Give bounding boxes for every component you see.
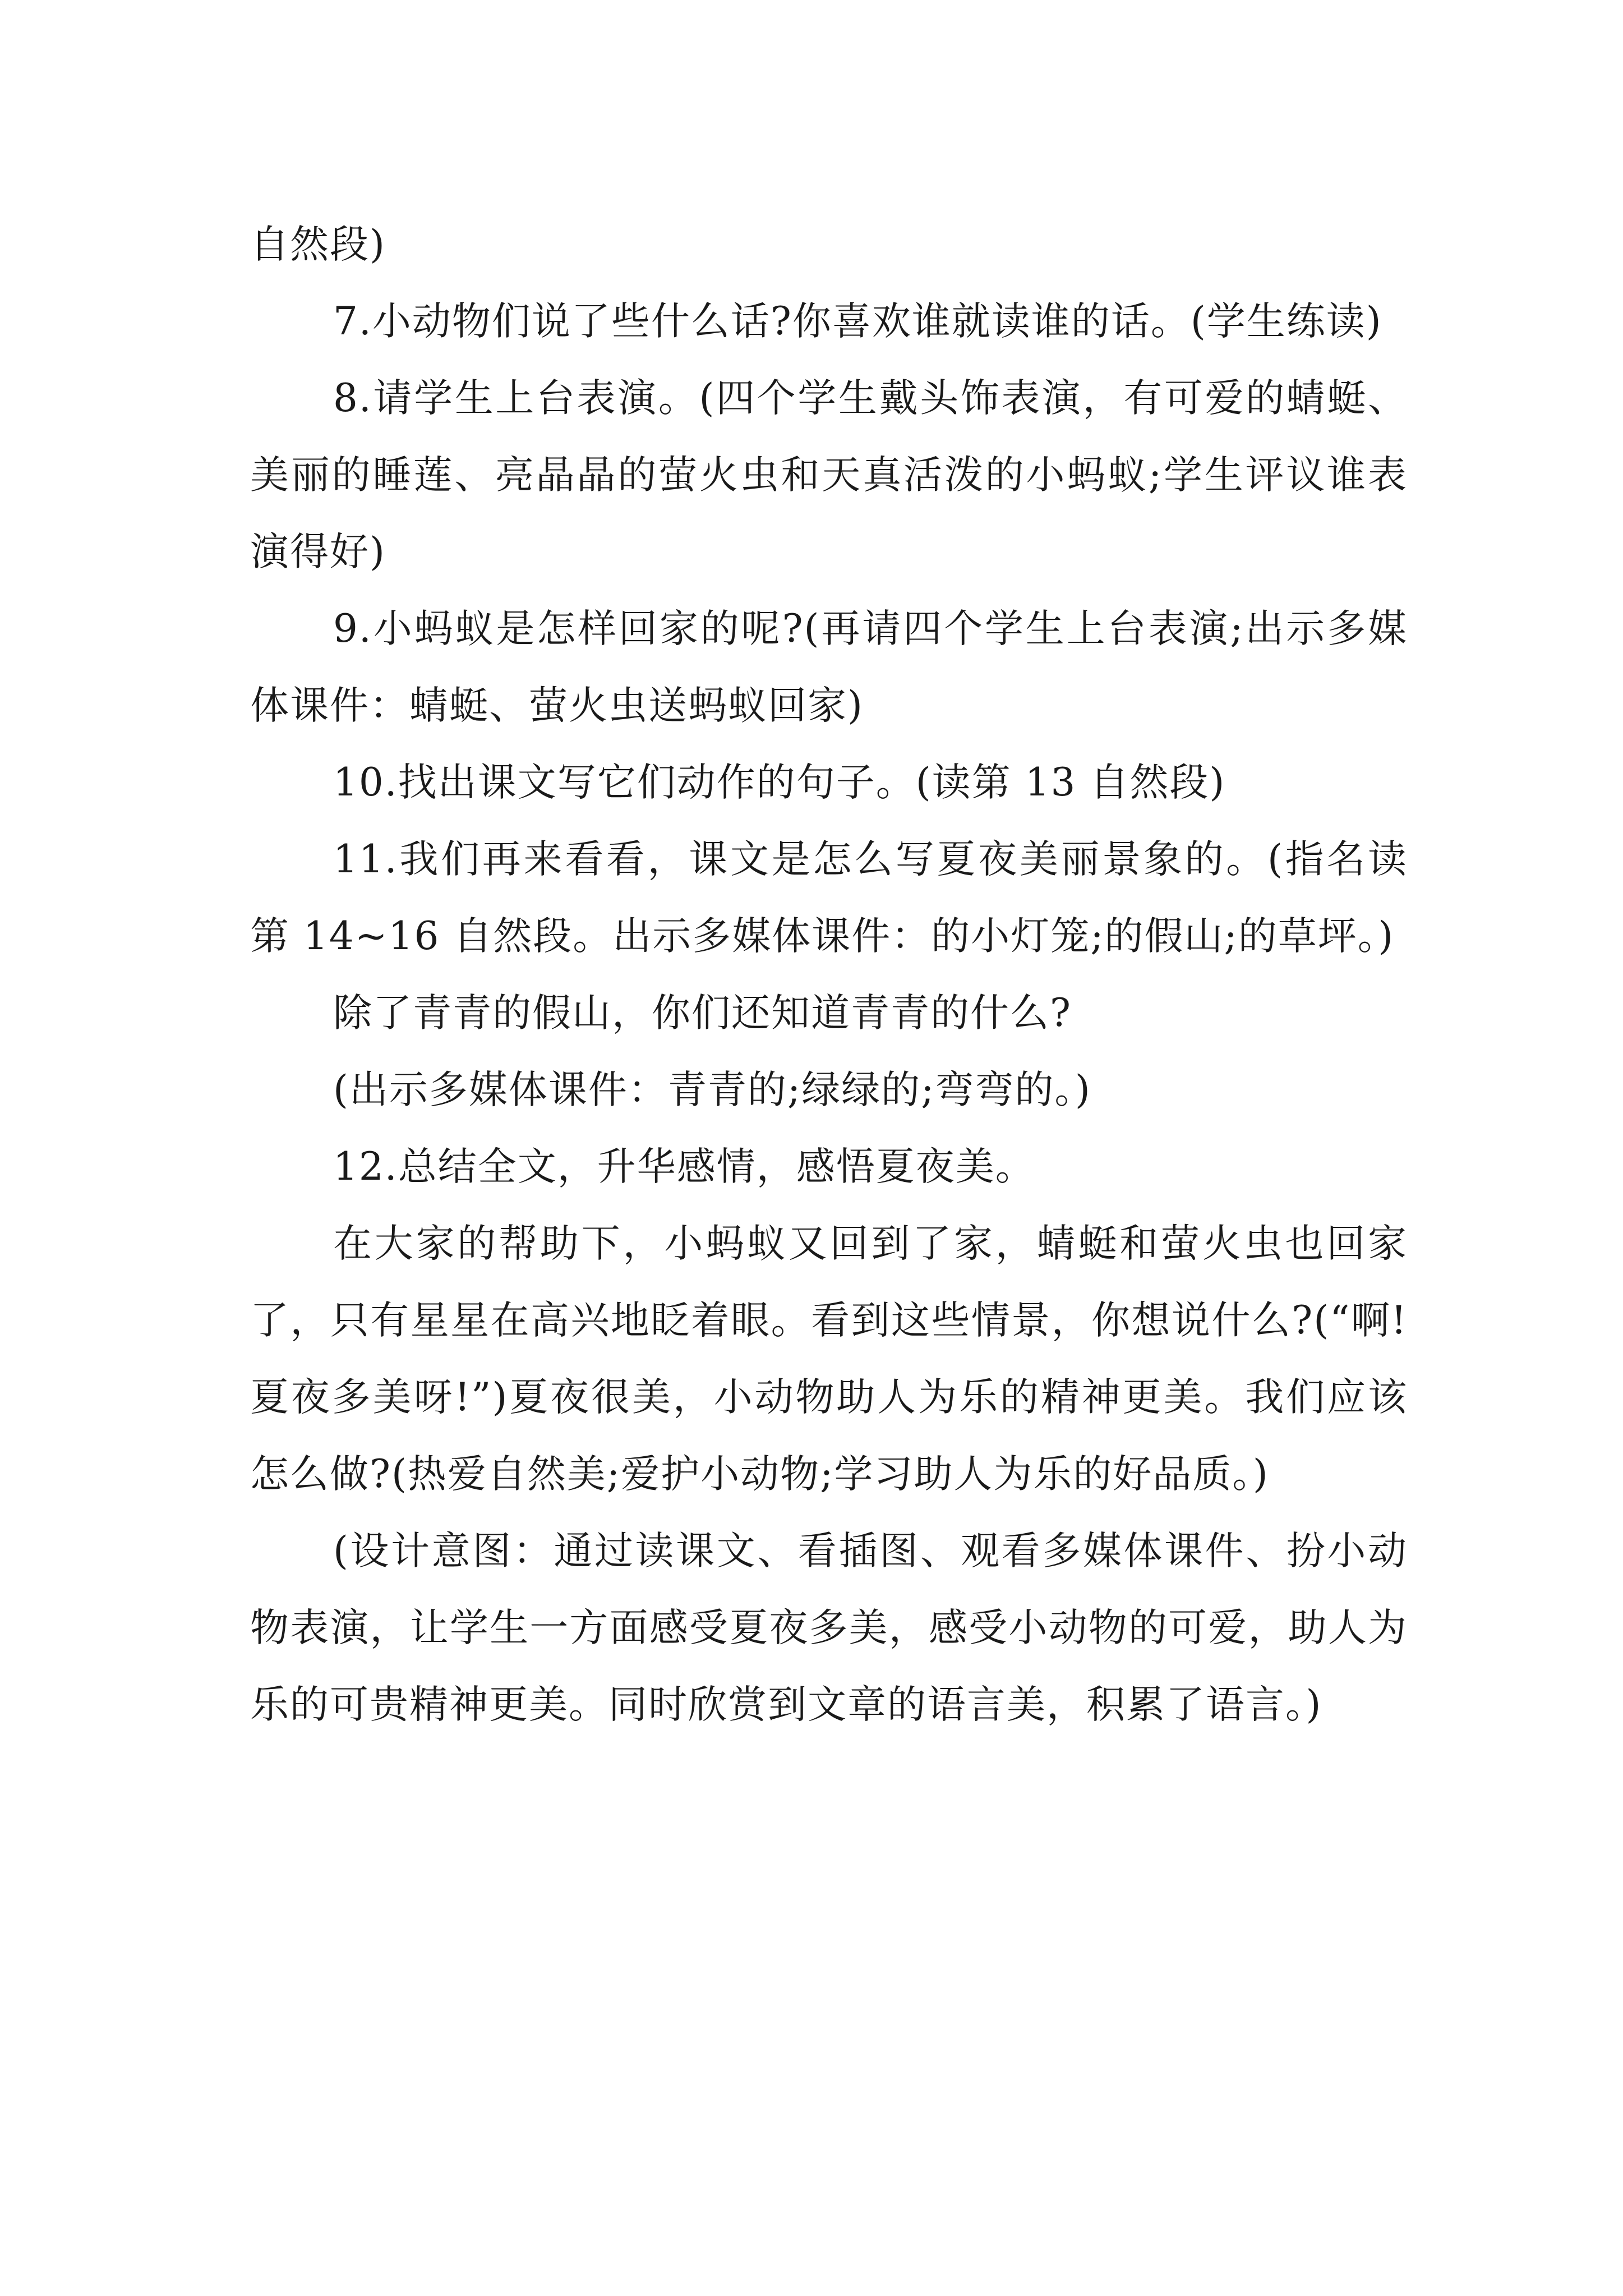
paragraph-step-9: 9.小蚂蚁是怎样回家的呢?(再请四个学生上台表演;出示多媒体课件：蜻蜓、萤火虫送蚂蚁回家) — [250, 606, 1408, 728]
paragraph-step-7: 7.小动物们说了些什么话?你喜欢谁就读谁的话。(学生练读) — [333, 299, 1382, 344]
document-body — [250, 206, 1408, 1743]
paragraph-continuation: 自然段) — [250, 222, 386, 267]
paragraph-step-8: 8.请学生上台表演。(四个学生戴头饰表演，有可爱的蜻蜓、美丽的睡莲、亮晶晶的萤火虫和天真活泼的小蚂蚁;学生评议谁表演得好) — [250, 376, 1408, 574]
paragraph-step-10: 10.找出课文写它们动作的句子。(读第 13 自然段) — [333, 760, 1226, 805]
paragraph-summary: 在大家的帮助下，小蚂蚁又回到了家，蜻蜓和萤火虫也回家了，只有星星在高兴地眨着眼。看到这些情景，你想说什么?(“啊!夏夜多美呀!”)夏夜很美，小动物助人为乐的精神更美。我们应该怎么做?(热爱自然美;爱护小动物;学习助人为乐的好品质。) — [250, 1221, 1408, 1497]
paragraph-design-intent: (设计意图：通过读课文、看插图、观看多媒体课件、扮小动物表演，让学生一方面感受夏夜多美，感受小动物的可爱，助人为乐的可贵精神更美。同时欣赏到文章的语言美，积累了语言。) — [250, 1529, 1408, 1727]
paragraph-step-12: 12.总结全文，升华感情，感悟夏夜美。 — [333, 1144, 1035, 1189]
paragraph-question: 除了青青的假山，你们还知道青青的什么? — [333, 991, 1072, 1036]
paragraph-step-11: 11.我们再来看看，课文是怎么写夏夜美丽景象的。(指名读第 14~16 自然段。出示多媒体课件：的小灯笼;的假山;的草坪。) — [250, 837, 1408, 959]
paragraph-courseware: (出示多媒体课件：青青的;绿绿的;弯弯的。) — [333, 1068, 1091, 1112]
